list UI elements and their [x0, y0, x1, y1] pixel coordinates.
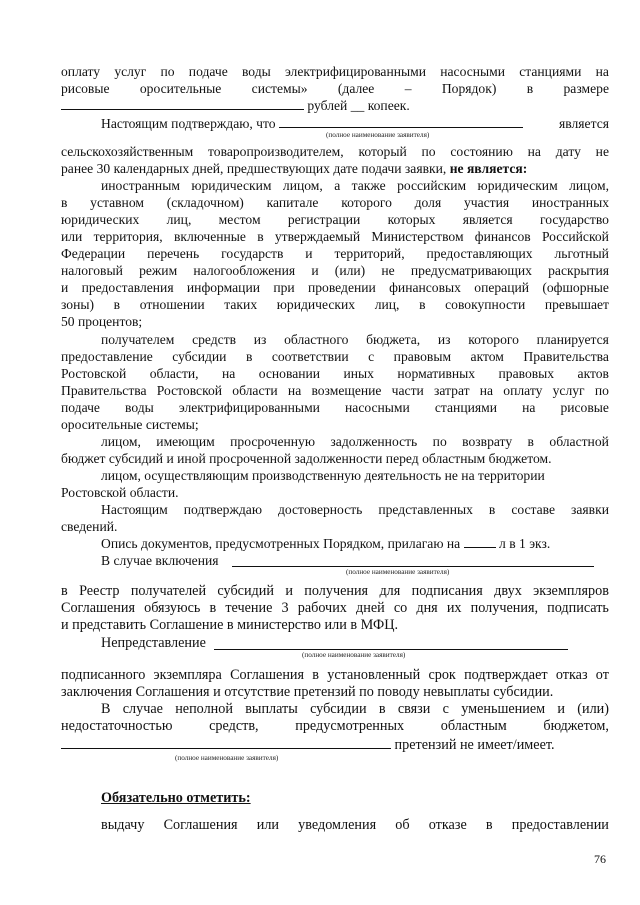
word: дней [356, 600, 385, 616]
word: уменьшением [461, 701, 546, 717]
word: в [312, 667, 319, 683]
word: дня [416, 600, 438, 616]
word: лиц, [166, 212, 192, 227]
text-line: рублей __ копеек. [61, 97, 609, 114]
word: перечень [147, 246, 200, 261]
word: получателем [101, 332, 175, 347]
word: Правительства [523, 349, 609, 364]
word: Соглашения [163, 817, 238, 833]
word: и [305, 246, 313, 261]
word: составе [511, 502, 556, 517]
word: операций [474, 280, 530, 295]
word: лиц, [374, 297, 400, 312]
word: налогообложения [193, 263, 296, 278]
word: просроченную [230, 434, 315, 449]
word: с [442, 701, 449, 717]
word: Соглашения [230, 667, 305, 683]
word: основании [258, 366, 321, 381]
word: возврату [462, 434, 513, 449]
word: по [421, 144, 436, 159]
word: из [437, 332, 451, 347]
word: задолженность [330, 434, 418, 449]
word: планируется [536, 332, 609, 347]
word: предоставление [61, 349, 153, 364]
word: воды [125, 400, 154, 415]
word: таких [224, 297, 258, 312]
text-line: Опись документов, предусмотренных Порядком, прилагаю на л в 1 экз. [101, 536, 551, 551]
word: (или) [334, 263, 366, 278]
word: для [379, 583, 401, 599]
word: на [595, 64, 609, 79]
word: рабочих [297, 600, 347, 616]
word: средств, [209, 718, 259, 734]
word: проведении [307, 280, 376, 295]
word: иных [343, 366, 374, 381]
word: режим [139, 263, 178, 278]
word: юридическим [191, 178, 272, 193]
claims-applicant-blank[interactable] [61, 736, 391, 749]
word: субсидий [217, 583, 274, 599]
word: по [594, 383, 609, 398]
word: выдачу [101, 817, 145, 833]
word: государств [221, 246, 284, 261]
word: иностранным [101, 178, 180, 193]
word: возмещение [311, 383, 382, 398]
word: их [446, 600, 462, 616]
caption: (полное наименование заявителя) [302, 651, 406, 659]
word: участия [463, 195, 510, 210]
word: областного [284, 332, 349, 347]
word: и [61, 280, 69, 295]
word: от [595, 667, 609, 683]
word: правовых [498, 366, 555, 381]
word: на [522, 400, 536, 415]
word: подтверждает [464, 667, 548, 683]
text-line [61, 600, 609, 617]
word: территорий, [334, 246, 405, 261]
word: в [209, 600, 217, 616]
word: раскрытия [548, 263, 609, 278]
text-line [61, 583, 609, 600]
word: по [160, 64, 175, 79]
word: в [527, 434, 534, 449]
word: которого [341, 195, 392, 210]
word: станциями [519, 64, 582, 79]
word: субсидии [310, 701, 367, 717]
word: отношении [139, 297, 205, 312]
word: предоставляющих [426, 246, 533, 261]
word: обязуюсь [144, 600, 201, 616]
word: средств [192, 332, 237, 347]
word: которых [387, 212, 436, 227]
word: не [595, 144, 609, 159]
word: получения [304, 583, 369, 599]
word: рисовые [560, 400, 609, 415]
word: Ростовской [61, 366, 127, 381]
word: финансов [474, 229, 531, 244]
word: из [253, 332, 267, 347]
word: местом [218, 212, 261, 227]
text-line: бюджет субсидий и иной просроченной задолженности перед областным бюджетом. [61, 451, 552, 466]
word: установленный [327, 667, 421, 683]
word: уведомления [298, 817, 377, 833]
word: юридических [276, 297, 356, 312]
word: в [257, 229, 264, 244]
word: льготный [554, 246, 609, 261]
word: областной [549, 434, 609, 449]
word: Ростовской [156, 383, 223, 398]
word: утверждаемый [274, 229, 361, 244]
word: выплаты [245, 701, 298, 717]
word: также [351, 178, 386, 193]
text-line: сведений. [61, 519, 118, 534]
word: превышает [544, 297, 609, 312]
word: товаропроизводителем, [208, 144, 344, 159]
word: Порядок) [441, 81, 497, 96]
page-number: 76 [594, 852, 606, 866]
text-line [61, 399, 609, 416]
text-line [61, 667, 609, 684]
text-line [61, 211, 609, 228]
word: подаче [188, 64, 228, 79]
text-line [61, 63, 609, 80]
text-line [61, 433, 609, 450]
word: достоверность [277, 502, 363, 517]
non-submission-applicant-blank[interactable] [214, 649, 568, 650]
inclusion-applicant-blank[interactable] [232, 566, 594, 567]
text-line [61, 177, 609, 194]
text-line [61, 365, 609, 382]
word: получения, [470, 600, 539, 616]
word: который [358, 144, 407, 159]
word: лицом, [282, 178, 323, 193]
word: системы» [251, 81, 308, 96]
word: отказ [555, 667, 588, 683]
word: Министерством [371, 229, 464, 244]
word: или [256, 817, 279, 833]
word: и [557, 701, 566, 717]
word: лицом, [101, 434, 141, 449]
text-line [61, 262, 609, 279]
word: части [391, 383, 424, 398]
word: юридических [61, 212, 140, 227]
text-line: Настоящим подтверждаю, что является [101, 116, 609, 131]
word: области [232, 383, 278, 398]
word: течение [225, 600, 273, 616]
text-line: В случае включения [101, 553, 219, 568]
word: подписать [547, 600, 609, 616]
word: актом [470, 349, 504, 364]
text-line [61, 817, 609, 834]
word: оплату [61, 64, 101, 79]
word: оплату [503, 383, 543, 398]
word: отказе [428, 817, 467, 833]
word: регистрации [287, 212, 361, 227]
word: и [311, 263, 319, 278]
word: двух [494, 583, 522, 599]
word: (офшорные [542, 280, 609, 295]
word: в [61, 195, 68, 210]
word: области, [149, 366, 199, 381]
word: предусматривающих [410, 263, 532, 278]
text-line [61, 194, 609, 211]
word: со [393, 600, 408, 616]
word: услуг [552, 383, 585, 398]
word: размере [563, 81, 609, 96]
word: финансовых [389, 280, 461, 295]
word: Реестр [79, 583, 120, 599]
text-line [61, 331, 609, 348]
text-line: и представить Соглашение в министерство или в МФЦ. [61, 617, 399, 633]
word: на [479, 383, 494, 398]
word: подписанного [61, 667, 146, 683]
text-line: Непредставление [101, 635, 206, 651]
text-line [61, 279, 609, 296]
word: насосными [345, 400, 410, 415]
word: на [222, 366, 236, 381]
word: государство [539, 212, 609, 227]
word: соответствии [271, 349, 349, 364]
word: Соглашения [61, 600, 135, 616]
word: сельскохозяйственным [61, 144, 194, 159]
text-line [61, 718, 609, 735]
word: подтверждаю [183, 502, 262, 517]
word: неполной [175, 701, 233, 717]
word: экземпляра [153, 667, 222, 683]
amount-blank[interactable] [61, 97, 304, 110]
word: получателей [130, 583, 207, 599]
word: нормативных [397, 366, 476, 381]
word: актов [577, 366, 609, 381]
text-line: заключения Соглашения и отсутствие претензий по поводу невыплаты субсидии. [61, 684, 554, 700]
word: подписания [411, 583, 483, 599]
text-line: 50 процентов; [61, 314, 143, 329]
text-line [61, 382, 609, 399]
text-line: Ростовской области. [61, 485, 179, 500]
word: или [61, 229, 83, 244]
word: зоны) [61, 297, 95, 312]
word: станциями [434, 400, 498, 415]
word: заявки [571, 502, 609, 517]
word: представленных [378, 502, 473, 517]
text-line [61, 245, 609, 262]
caption: (полное наименование заявителя) [326, 131, 430, 139]
text-line [61, 143, 609, 160]
section-heading: Обязательно отметить: [101, 790, 251, 806]
word: услуг [114, 64, 147, 79]
word: в [245, 349, 253, 364]
word: включенные [173, 229, 246, 244]
word: воды [241, 64, 271, 79]
applicant-name-blank[interactable] [279, 115, 523, 128]
word: связи [397, 701, 431, 717]
word: в [526, 81, 534, 96]
word: в [378, 701, 386, 717]
text-line: претензий не имеет/имеет. [61, 736, 609, 754]
word: в [113, 297, 121, 312]
word: срок [428, 667, 456, 683]
word: (далее [337, 81, 375, 96]
word: территория, [93, 229, 163, 244]
word: (или) [577, 701, 609, 717]
word: рисовые [61, 81, 110, 96]
word: лицом, [569, 178, 609, 193]
text-line [61, 501, 609, 518]
word: экземпляров [533, 583, 609, 599]
text-line: оросительные системы; [61, 417, 199, 432]
word: при [273, 280, 295, 295]
word: по [432, 434, 447, 449]
word: бюджетом, [543, 718, 609, 734]
word: Правительства [61, 383, 147, 398]
word: уставном [90, 195, 144, 210]
word: электрифицированными [284, 64, 427, 79]
word: об [395, 817, 410, 833]
word: затрат [434, 383, 470, 398]
word: предусмотренных [295, 718, 405, 734]
sheets-count-blank[interactable] [464, 535, 496, 548]
word: Российской [541, 229, 609, 244]
caption: (полное наименование заявителя) [175, 754, 279, 762]
word: Федерации [61, 246, 126, 261]
text-line [61, 80, 609, 97]
text-line [61, 296, 609, 313]
word: (складочном) [166, 195, 244, 210]
word: Настоящим [101, 502, 168, 517]
word: подаче [61, 400, 100, 415]
word: на [527, 144, 541, 159]
word: доля [414, 195, 442, 210]
word: в [61, 583, 68, 599]
word: имеющим [156, 434, 215, 449]
word: в [419, 297, 426, 312]
word: в [485, 817, 493, 833]
text-line [61, 701, 609, 718]
word: является [462, 212, 513, 227]
word: совокупности [445, 297, 526, 312]
word: предоставлении [511, 817, 609, 833]
text-line: лицом, осуществляющим производственную деятельность не на территории [101, 468, 545, 483]
word: субсидии [172, 349, 227, 364]
word: бюджета, [366, 332, 421, 347]
text-line: ранее 30 календарных дней, предшествующих дате подачи заявки, не является: [61, 161, 528, 176]
word: капитале [266, 195, 319, 210]
text-line [61, 348, 609, 365]
word: а [334, 178, 341, 193]
word: случае [122, 701, 163, 717]
word: – [404, 81, 412, 96]
word: правовым [393, 349, 452, 364]
word: 3 [281, 600, 289, 616]
word: в [488, 502, 496, 517]
word: налоговый [61, 263, 123, 278]
word: областным [440, 718, 507, 734]
word: В [101, 701, 111, 717]
word: оросительные [139, 81, 222, 96]
text-line [61, 228, 609, 245]
word: насосными [440, 64, 506, 79]
word: которого [468, 332, 519, 347]
word: с [368, 349, 375, 364]
word: иностранных [531, 195, 609, 210]
word: российским [397, 178, 467, 193]
word: и [285, 583, 293, 599]
word: электрифицированными [178, 400, 320, 415]
word: предоставления [81, 280, 174, 295]
word: состоянию [450, 144, 513, 159]
word: не [381, 263, 395, 278]
word: недостаточностью [61, 718, 173, 734]
caption: (полное наименование заявителя) [346, 568, 450, 576]
word: информации [186, 280, 261, 295]
word: юридическим [477, 178, 558, 193]
word: дату [555, 144, 581, 159]
word: на [287, 383, 302, 398]
